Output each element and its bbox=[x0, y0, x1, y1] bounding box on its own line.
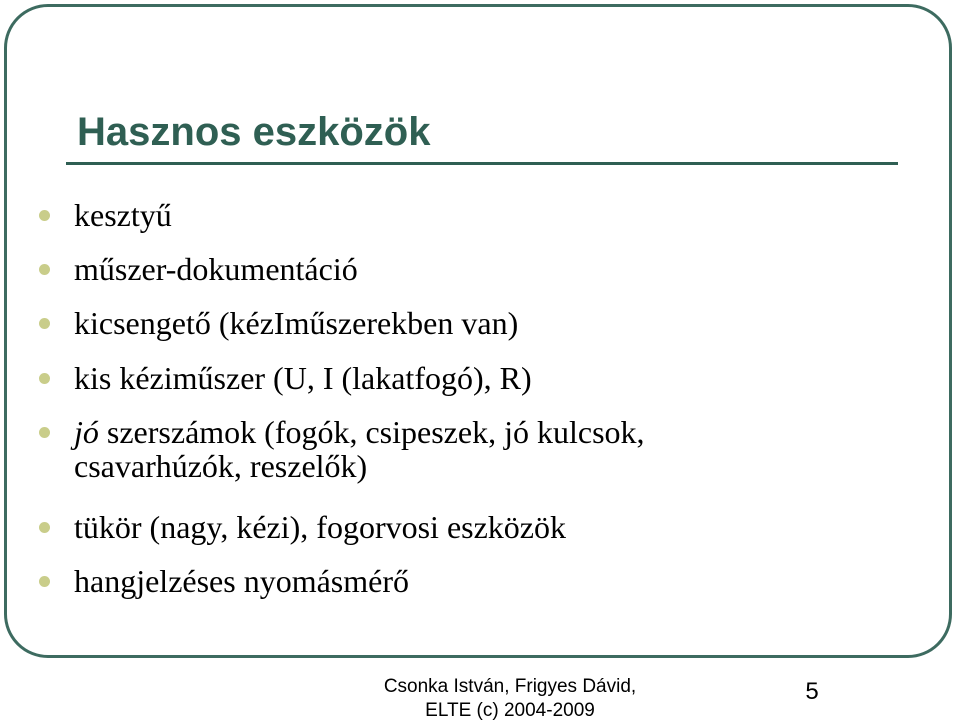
bullet-dot-icon bbox=[39, 210, 50, 221]
bullet-text: műszer-dokumentáció bbox=[74, 251, 358, 287]
bullet-text: kicsengető (kézIműszerekben van) bbox=[74, 305, 519, 341]
bullet-dot-icon bbox=[39, 522, 50, 533]
title-underline bbox=[66, 162, 898, 165]
bullet-dot-icon bbox=[39, 576, 50, 587]
page-number: 5 bbox=[805, 678, 819, 705]
slide-title: Hasznos eszközök bbox=[77, 110, 431, 154]
bullet-item bbox=[74, 415, 814, 483]
bullet-item bbox=[74, 252, 814, 286]
bullet-text: kis kéziműszer (U, I (lakatfogó), R) bbox=[74, 360, 532, 396]
bullet-text: szerszámok (fogók, csipeszek, jó kulcsok, csavarhúzók, reszelők) bbox=[74, 414, 645, 484]
bullet-text: kesztyű bbox=[74, 197, 172, 233]
bullet-item bbox=[74, 510, 814, 544]
bullet-item bbox=[74, 306, 814, 340]
bullet-item bbox=[74, 564, 814, 598]
bullet-dot-icon bbox=[39, 264, 50, 275]
bullet-text: tükör (nagy, kézi), fogorvosi eszközök bbox=[74, 509, 566, 545]
footer-copyright: ELTE (c) 2004-2009 bbox=[425, 700, 595, 721]
bullet-dot-icon bbox=[39, 318, 50, 329]
bullet-text: hangjelzéses nyomásmérő bbox=[74, 563, 409, 599]
bullet-item bbox=[74, 361, 814, 395]
bullet-dot-icon bbox=[39, 373, 50, 384]
bullet-emphasis: jó bbox=[74, 414, 99, 450]
footer-author: Csonka István, Frigyes Dávid, bbox=[383, 676, 637, 697]
bullet-dot-icon bbox=[39, 427, 50, 438]
bullet-item bbox=[74, 198, 814, 232]
